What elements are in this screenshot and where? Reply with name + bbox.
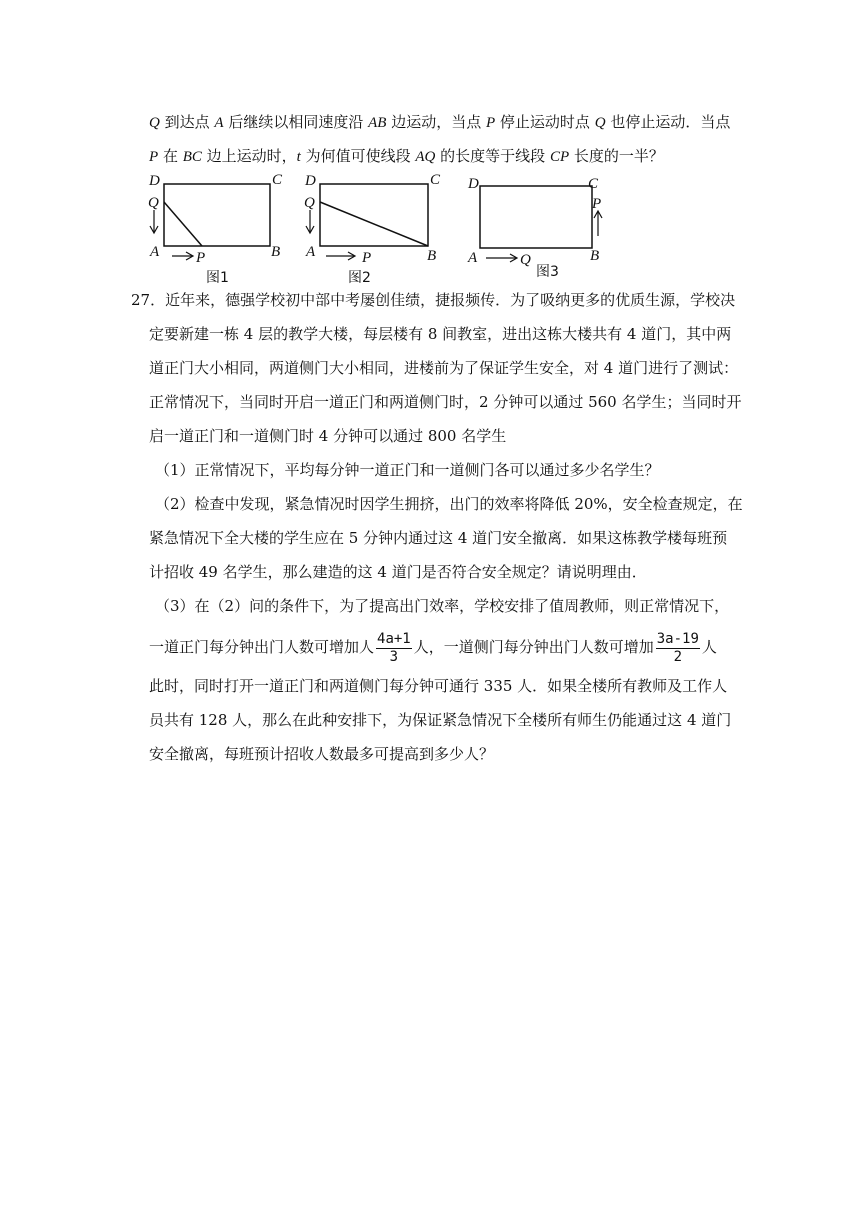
figure-2-caption: 图2 [348,270,371,286]
label-q: Q [520,252,531,268]
figure-2-rectangle [320,184,428,246]
fraction-4a-plus-1-over-3: $\frac{4a+1}{3}$ [377,630,411,665]
label-p: P [592,196,602,212]
figure-1-segment-pq [164,202,202,246]
figure-1 [140,168,300,286]
intro-line-2: P 在 BC 边上运动时，t 为何值可使线段 AQ 的长度等于线段 CP 长度的一半？ [149,147,664,165]
label-p: P [362,250,372,266]
label-b: B [427,248,437,264]
figure-2 [296,168,456,286]
question-27-line-3: 道正门大小相同，两道侧门大小相同，进楼前为了保证学生安全，对 4 道门进行了测试： [149,359,739,377]
label-q: Q [304,195,315,211]
label-d: D [149,173,160,189]
label-d: D [305,173,316,189]
label-q: Q [148,195,159,211]
part-3-line-4: 员共有 128 人，那么在此种安排下，为保证紧急情况下全楼所有师生仍能通过这 4 道门 [149,711,732,729]
figure-3-rectangle [480,186,592,248]
question-27-line-1: 27．近年来，德强学校初中部中考屡创佳绩，捷报频传．为了吸纳更多的优质生源，学校决 [131,291,736,309]
figure-3-caption: 图3 [536,264,559,280]
label-a: A [150,244,160,260]
question-number: 27． [131,291,166,309]
part-2-line-2: 紧急情况下全大楼的学生应在 5 分钟内通过这 4 道门安全撤离．如果这栋教学楼每班预 [149,529,728,547]
label-b: B [590,248,600,264]
part-2-line-3: 计招收 49 名学生，那么建造的这 4 道门是否符合安全规定？请说明理由． [149,563,647,581]
part-3-line-5: 安全撤离，每班预计招收人数最多可提高到多少人？ [149,745,495,763]
figure-3 [460,168,620,286]
label-c: C [588,176,599,192]
label-a: A [468,250,478,266]
part-3-line-3: 此时，同时打开一道正门和两道侧门每分钟可通行 335 人．如果全楼所有教师及工作人 [149,677,728,695]
part-2-line-1: （2）检查中发现，紧急情况时因学生拥挤，出门的效率将降低 20%，安全检查规定，在 [155,495,743,513]
part-3-line-2: 一道正门每分钟出门人数可增加人 $\frac{4a+1}{3}$ 人，一道侧门每分钟出门人数可增加 $\frac{3a-19}{2}$ 人 [149,630,717,665]
label-a: A [306,244,316,260]
figure-1-rectangle [164,184,270,246]
part-1: （1）正常情况下，平均每分钟一道正门和一道侧门各可以通过多少名学生？ [155,461,660,479]
part-3-line-1: （3）在（2）问的条件下，为了提高出门效率，学校安排了值周教师，则正常情况下， [155,597,730,615]
label-d: D [468,176,479,192]
figure-2-segment-bq [320,202,428,246]
fraction-3a-minus-19-over-2: $\frac{3a-19}{2}$ [656,630,699,665]
label-b: B [271,244,281,260]
question-27-line-2: 定要新建一栋 4 层的教学大楼，每层楼有 8 间教室，进出这栋大楼共有 4 道门，其中两 [149,325,732,343]
label-p: P [196,250,206,266]
label-c: C [272,172,283,188]
question-27-line-5: 启一道正门和一道侧门时 4 分钟可以通过 800 名学生 [149,427,507,445]
question-27-line-4: 正常情况下，当同时开启一道正门和两道侧门时，2 分钟可以通过 560 名学生；当同时开 [149,393,742,411]
figure-1-caption: 图1 [206,270,229,286]
intro-line-1: Q 到达点 A 后继续以相同速度沿 AB 边运动，当点 P 停止运动时点 Q 也停止运动．当点 [149,113,731,131]
label-c: C [430,172,441,188]
